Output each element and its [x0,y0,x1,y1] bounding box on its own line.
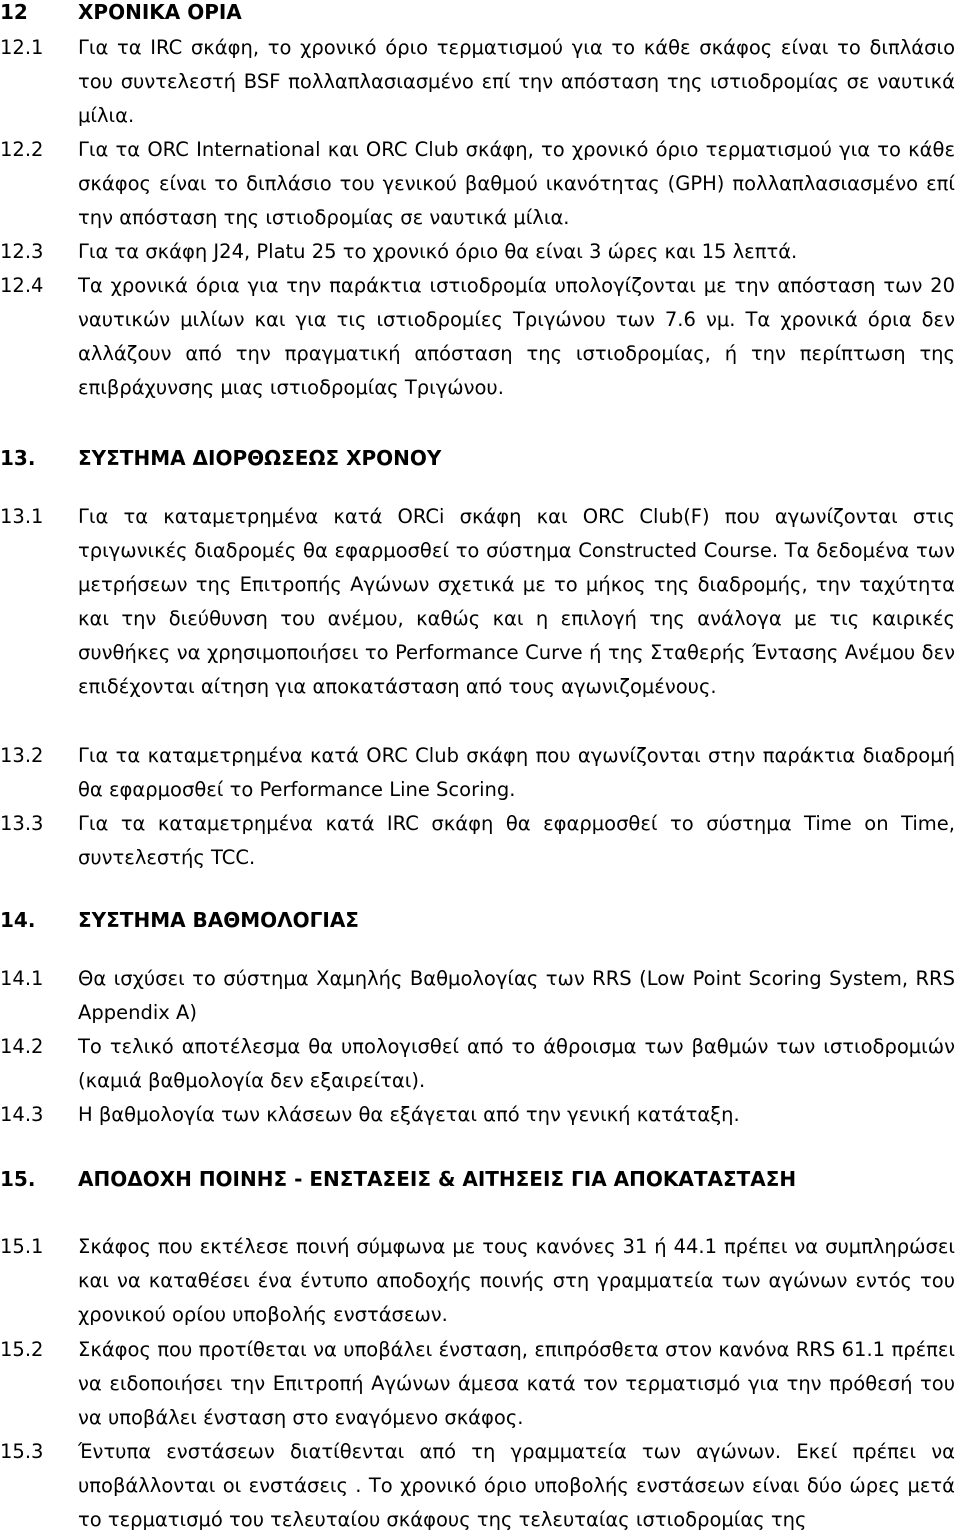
clause-number: 15.3 [0,1440,44,1463]
section-heading-14 [0,905,960,935]
clause-number: 12.4 [0,274,44,297]
clause-number: 12.2 [0,138,44,161]
clause-text: Σκάφος που εκτέλεσε ποινή σύμφωνα με τους κανόνες 31 ή 44.1 πρέπει να συμπληρώσει και να καταθέσει ένα έντυπο αποδοχής ποινής στη γραμματεία των αγώνων εντός του χρονικού ορίου υποβολής ενστάσεων. [78,1235,955,1326]
clause-text: Για τα σκάφη J24, Platu 25 το χρονικό όριο θα είναι 3 ώρες και 15 λεπτά. [78,240,798,263]
section-heading-13 [0,443,960,473]
heading-number: 15. [0,1167,36,1191]
clause-text: Για τα ORC International και ORC Club σκάφη, το χρονικό όριο τερματισμού για το κάθε σκάφος είναι το διπλάσιο του γενικού βαθμού ικανότητας (GPH) πολλαπλασιασμένο επί την απόσταση της ιστιοδρομίας σε ναυτικά μίλια. [78,138,955,229]
clause-number: 15.2 [0,1338,44,1361]
clause-number: 14.3 [0,1103,44,1126]
clause-text: Σκάφος που προτίθεται να υποβάλει ένσταση, επιπρόσθετα στον κανόνα RRS 61.1 πρέπει να ειδοποιήσει την Επιτροπή Αγώνων άμεσα κατά τον τερματισμό για την πρόθεσή του να υποβάλει ένσταση στο εναγόμενο σκάφος. [78,1338,955,1429]
section-heading-12 [0,0,960,27]
heading-number: 14. [0,908,36,932]
clause-text: Για τα καταμετρημένα κατά ORCi σκάφη και ORC Club(F) που αγωνίζονται στις τριγωνικές διαδρομές θα εφαρμοσθεί το σύστημα Constructed Course. Τα δεδομένα των μετρήσεων της Επιτροπής Αγώνων σχετικά με το μήκος της διαδρομής, την ταχύτητα και την διεύθυνση του ανέμου, καθώς και η επιλογή της ανάλογα με τις καιρικές συνθήκες να χρησιμοποιήσει το Performance Curve ή της Σταθερής Έντασης Ανέμου δεν επιδέχονται αίτηση για αποκατάσταση από τους αγωνιζομένους. [78,505,955,698]
heading-title: ΑΠΟΔΟΧΗ ΠΟΙΝΗΣ - ΕΝΣΤΑΣΕΙΣ & ΑΙΤΗΣΕΙΣ ΓΙΑ ΑΠΟΚΑΤΑΣΤΑΣΗ [78,1167,797,1191]
clause-number: 14.1 [0,967,44,990]
clause-number: 12.1 [0,36,44,59]
heading-title: ΧΡΟΝΙΚΑ ΟΡΙΑ [78,0,242,24]
heading-title: ΣΥΣΤΗΜΑ ΔΙΟΡΘΩΣΕΩΣ ΧΡΟΝΟΥ [78,446,442,470]
section-heading-15 [0,1164,960,1194]
clause-text: Για τα καταμετρημένα κατά IRC σκάφη θα εφαρμοσθεί το σύστημα Time on Time, συντελεστής TCC. [78,812,955,869]
clause-text: Θα ισχύσει το σύστημα Χαμηλής Βαθμολογίας των RRS (Low Point Scoring System, RRS Appendix A) [78,967,955,1024]
heading-number: 13. [0,446,36,470]
clause-text: Για τα IRC σκάφη, το χρονικό όριο τερματισμού για το κάθε σκάφος είναι το διπλάσιο του συντελεστή BSF πολλαπλασιασμένο επί την απόσταση της ιστιοδρομίας σε ναυτικά μίλια. [78,36,955,127]
clause-number: 13.2 [0,744,44,767]
clause-number: 13.3 [0,812,44,835]
clause-text: Η βαθμολογία των κλάσεων θα εξάγεται από την γενική κατάταξη. [78,1103,740,1126]
heading-number: 12 [0,0,28,24]
clause-number: 14.2 [0,1035,44,1058]
clause-text: Έντυπα ενστάσεων διατίθενται από τη γραμματεία των αγώνων. Εκεί πρέπει να υποβάλλονται οι ενστάσεις . Το χρονικό όριο υποβολής ενστάσεων είναι δύο ώρες μετά το τερματισμό του τελευταίου σκάφους της τελευταίας ιστιοδρομίας της [78,1440,955,1531]
clause-number: 15.1 [0,1235,44,1258]
clause-text: Το τελικό αποτέλεσμα θα υπολογισθεί από το άθροισμα των βαθμών των ιστιοδρομιών (καμιά βαθμολογία δεν εξαιρείται). [78,1035,955,1092]
clause-text: Για τα καταμετρημένα κατά ORC Club σκάφη που αγωνίζονται στην παράκτια διαδρομή θα εφαρμοσθεί το Performance Line Scoring. [78,744,955,801]
heading-title: ΣΥΣΤΗΜΑ ΒΑΘΜΟΛΟΓΙΑΣ [78,908,359,932]
clause-number: 13.1 [0,505,44,528]
clause-number: 12.3 [0,240,44,263]
clause-text: Τα χρονικά όρια για την παράκτια ιστιοδρομία υπολογίζονται με την απόσταση των 20 ναυτικών μιλίων και για τις ιστιοδρομίες Τριγώνου των 7.6 νμ. Τα χρονικά όρια δεν αλλάζουν από την πραγματική απόσταση της ιστιοδρομίας, ή την περίπτωση της επιβράχυνσης μιας ιστιοδρομίας Τριγώνου. [78,274,955,399]
